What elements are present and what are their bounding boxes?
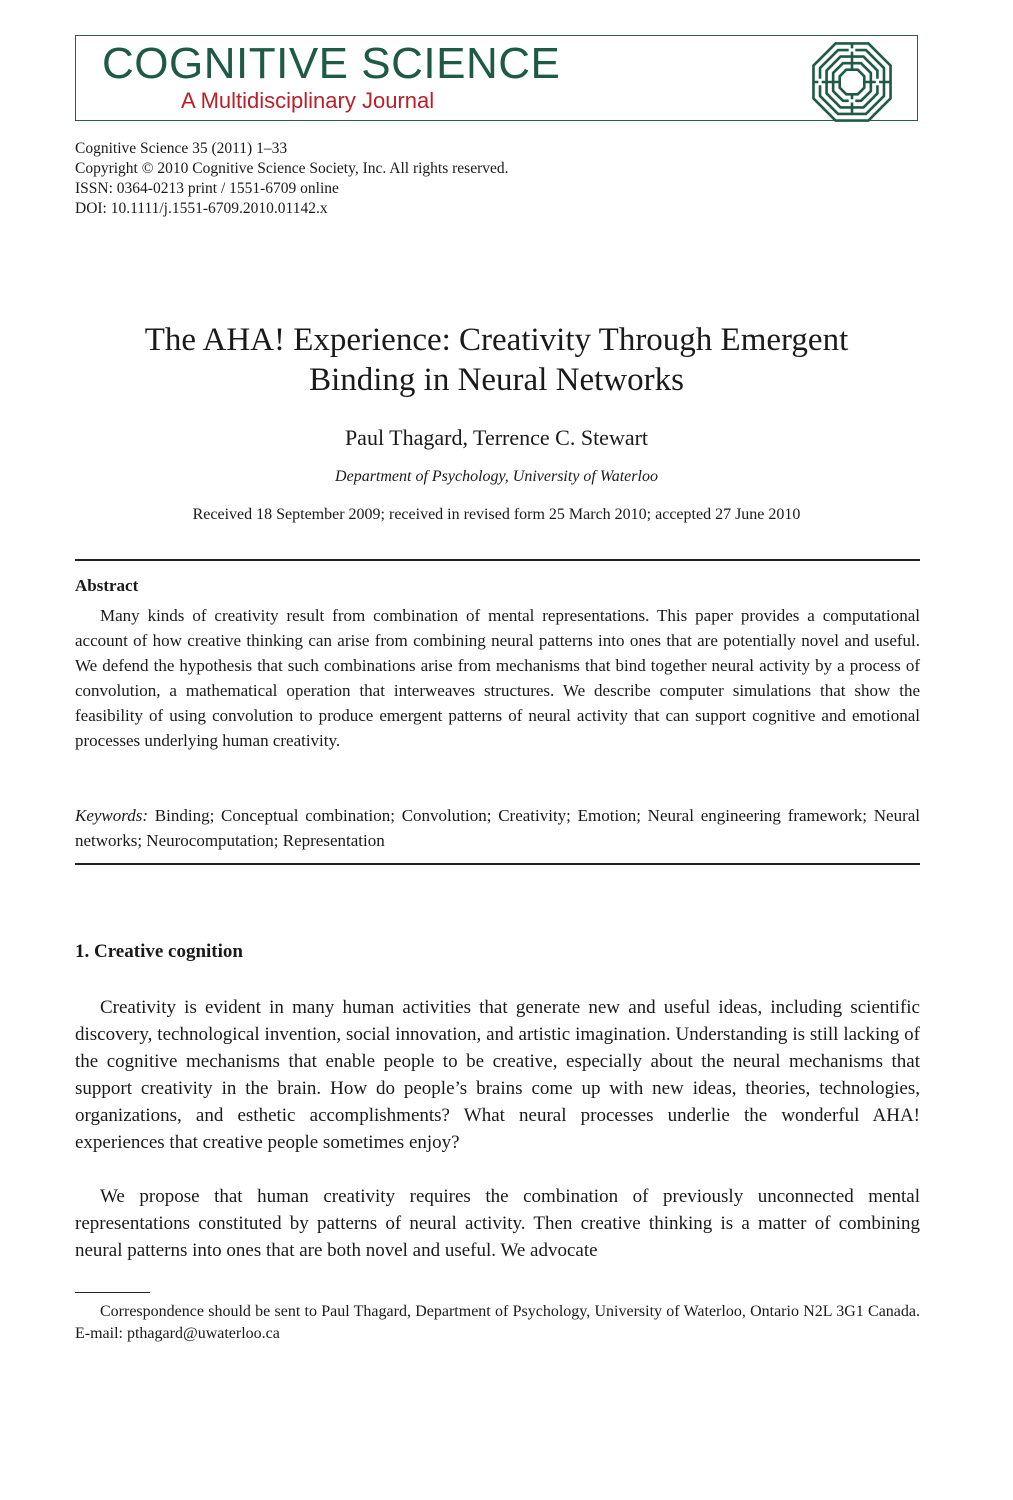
copyright: Copyright © 2010 Cognitive Science Society, Inc. All rights reserved. bbox=[75, 160, 509, 177]
issn: ISSN: 0364-0213 print / 1551-6709 online bbox=[75, 180, 339, 197]
authors: Paul Thagard, Terrence C. Stewart bbox=[344, 425, 649, 450]
paper-title bbox=[75, 320, 918, 400]
section-heading: 1. Creative cognition bbox=[75, 941, 243, 962]
correspondence-footnote: Correspondence should be sent to Paul Thagard, Department of Psychology, University of Waterloo, Ontario N2L 3G1 Canada. E-mail: pthagard@uwaterloo.ca bbox=[75, 1303, 920, 1342]
doi[interactable]: DOI: 10.1111/j.1551-6709.2010.01142.x bbox=[75, 200, 328, 217]
keywords bbox=[75, 803, 920, 853]
labyrinth-octagon-icon bbox=[811, 41, 893, 123]
affiliation: Department of Psychology, University of Waterloo bbox=[335, 468, 658, 485]
journal-subtitle: A Multidisciplinary Journal bbox=[181, 88, 435, 113]
body-paragraph-2: We propose that human creativity requires the combination of previously unconnected mental representations constituted by patterns of neural activity. Then creative thinking is a matter of combining neural patterns into ones that are both novel and useful. We advocate bbox=[75, 1186, 920, 1261]
keywords-list: Binding; Conceptual combination; Convolution; Creativity; Emotion; Neural engineering framework; Neural networks; Neurocomputation; Representation bbox=[75, 806, 920, 850]
received-dates: Received 18 September 2009; received in revised form 25 March 2010; accepted 27 June 2010 bbox=[192, 506, 801, 523]
journal-masthead bbox=[75, 35, 918, 121]
footnote-rule bbox=[75, 1292, 150, 1293]
paper-title-line-2: Binding in Neural Networks bbox=[309, 362, 684, 398]
citation: Cognitive Science 35 (2011) 1–33 bbox=[75, 140, 288, 157]
abstract-text: Many kinds of creativity result from combination of mental representations. This paper provides a computational account of how creative thinking can arise from combining neural patterns into ones that are potentially novel and useful. We defend the hypothesis that such combinations arise from mechanisms that bind together neural activity by a process of convolution, a mathematical operation that interweaves structures. We describe computer simulations that show the feasibility of using convolution to produce emergent patterns of neural activity that can support cognitive and emotional processes underlying human creativity. bbox=[75, 606, 920, 750]
abstract-top-rule bbox=[75, 559, 920, 561]
keywords-label: Keywords: bbox=[75, 806, 149, 825]
abstract-bottom-rule bbox=[75, 863, 920, 865]
abstract-heading: Abstract bbox=[75, 576, 139, 595]
body-paragraph-1: Creativity is evident in many human activities that generate new and useful ideas, including scientific discovery, technological invention, social innovation, and artistic imagination. Understanding is still lacking of the cognitive mechanisms that enable people to be creative, especially about the neural mechanisms that support creativity in the brain. How do people’s brains come up with new ideas, theories, technologies, organizations, and esthetic accomplishments? What neural processes underlie the wonderful AHA! experiences that creative people sometimes enjoy? bbox=[75, 997, 920, 1153]
article-metadata bbox=[75, 139, 509, 219]
paper-title-line-1: The AHA! Experience: Creativity Through Emergent bbox=[144, 322, 849, 358]
journal-title: COGNITIVE SCIENCE bbox=[102, 39, 561, 88]
